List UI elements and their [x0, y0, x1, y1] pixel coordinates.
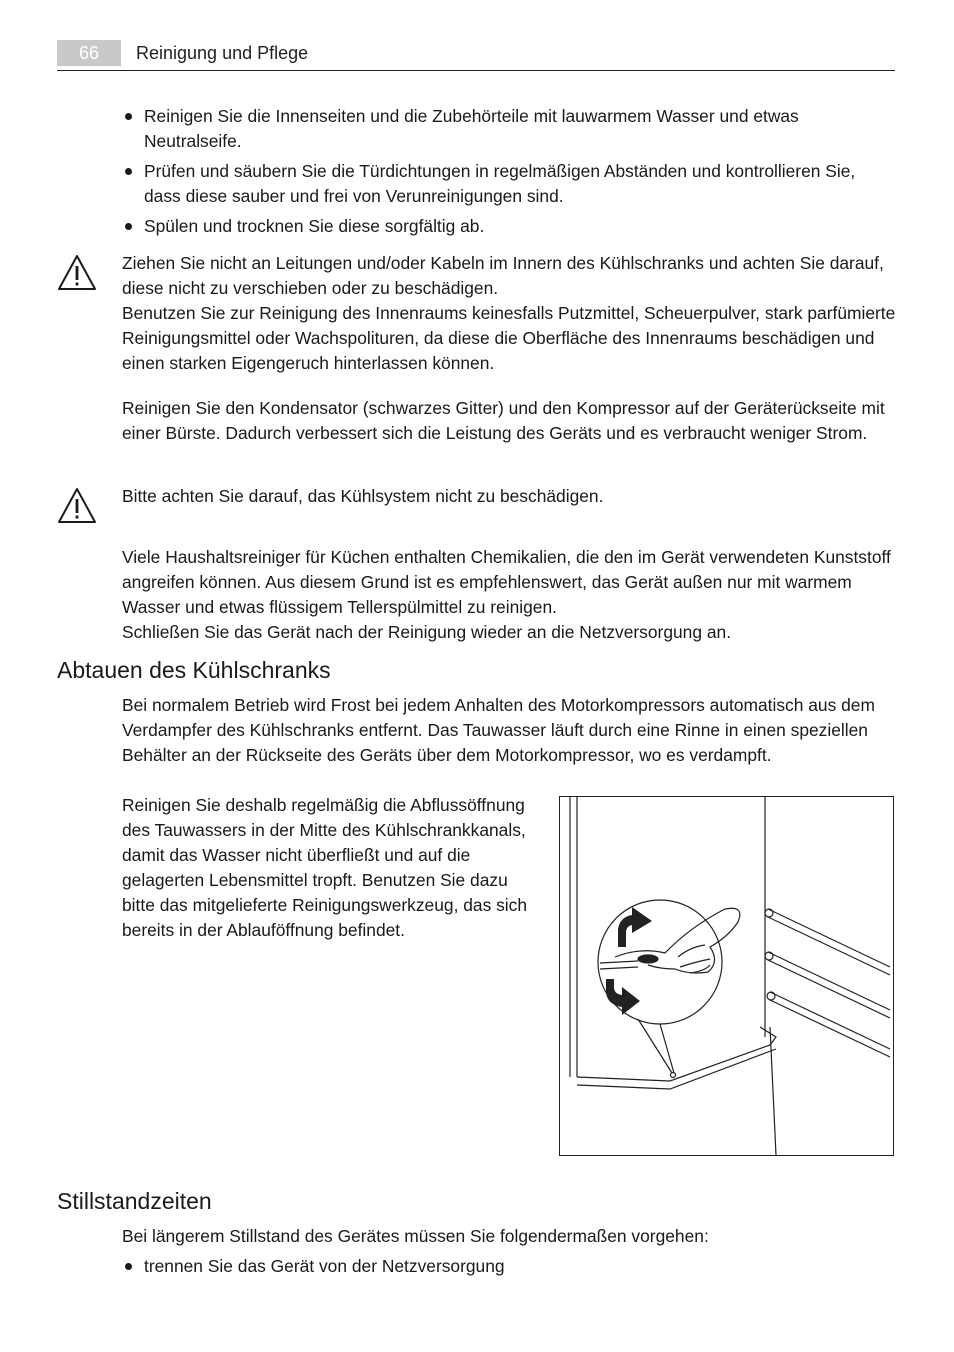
heading-standstill: Stillstandzeiten: [57, 1188, 212, 1214]
heading-defrost: Abtauen des Kühlschranks: [57, 657, 331, 683]
paragraph: Viele Haushaltsreiniger für Küchen enthalten Chemikalien, die den im Gerät verwendeten Kunststoff angreifen können. Aus diesem Grund ist es empfehlenswert, das Gerät außen nur mit warmem Wasser und etwas flüssigem Tellerspülmittel zu reinigen.: [122, 547, 891, 617]
list-item: Spülen und trocknen Sie diese sorgfältig ab.: [122, 214, 892, 239]
warning-text: Benutzen Sie zur Reinigung des Innenraums keinesfalls Putzmittel, Scheuerpulver, stark parfümierte Reinigungsmittel oder Wachspolituren, da diese die Oberfläche des Innenraums beschädigen und einen starken Eigengeruch hinterlassen können.: [122, 303, 896, 373]
header-rule: [57, 70, 895, 71]
warning-triangle-icon: [57, 486, 97, 526]
cleaning-list: [122, 104, 892, 244]
warning-text: Ziehen Sie nicht an Leitungen und/oder Kabeln im Innern des Kühlschranks und achten Sie darauf, diese nicht zu verschieben oder zu beschädigen.: [122, 253, 884, 298]
standstill-list: [122, 1254, 892, 1284]
condenser-paragraph: [122, 396, 892, 446]
warning-triangle-icon: [57, 253, 97, 293]
fridge-interior-drawing: [560, 797, 893, 1155]
paragraph: Schließen Sie das Gerät nach der Reinigung wieder an die Netzversorgung an.: [122, 622, 732, 642]
warning-text: Bitte achten Sie darauf, das Kühlsystem nicht zu beschädigen.: [122, 486, 604, 506]
section-title: Reinigung und Pflege: [136, 43, 309, 63]
paragraph: Reinigen Sie deshalb regelmäßig die Abflussöffnung des Tauwassers in der Mitte des Kühlschrankkanals, damit das Wasser nicht überfließt und auf die gelagerten Lebensmittel tropft. Benutzen Sie dazu bitte das mitgelieferte Reinigungswerkzeug, das sich bereits in der Ablauföffnung befindet.: [122, 795, 528, 940]
list-item: Reinigen Sie die Innenseiten und die Zubehörteile mit lauwarmem Wasser und etwas Neutralseife.: [122, 104, 892, 154]
warning-cooling-system: [122, 484, 892, 509]
chemicals-paragraph: [122, 545, 897, 645]
paragraph: Reinigen Sie den Kondensator (schwarzes Gitter) und den Kompressor auf der Geräterückseite mit einer Bürste. Dadurch verbessert sich die Leistung des Geräts und es verbraucht weniger Strom.: [122, 398, 885, 443]
paragraph: Bei längerem Stillstand des Gerätes müssen Sie folgendermaßen vorgehen:: [122, 1226, 709, 1246]
warning-cables: [122, 251, 897, 376]
drain-cleaning-illustration: [559, 796, 894, 1156]
paragraph: Bei normalem Betrieb wird Frost bei jedem Anhalten des Motorkompressors automatisch aus dem Verdampfer des Kühlschranks entfernt. Das Tauwasser läuft durch eine Rinne in einen speziellen Behälter an der Rückseite des Geräts über dem Motorkompressor, wo es verdampft.: [122, 695, 875, 765]
standstill-intro: [122, 1224, 892, 1249]
defrost-cleaning-paragraph: [122, 793, 542, 943]
page-number: 66: [57, 40, 121, 66]
list-item: Prüfen und säubern Sie die Türdichtungen in regelmäßigen Abständen und kontrollieren Sie, dass diese sauber und frei von Verunreinigungen sind.: [122, 159, 892, 209]
defrost-paragraph: [122, 693, 892, 768]
list-item: trennen Sie das Gerät von der Netzversorgung: [122, 1254, 892, 1279]
